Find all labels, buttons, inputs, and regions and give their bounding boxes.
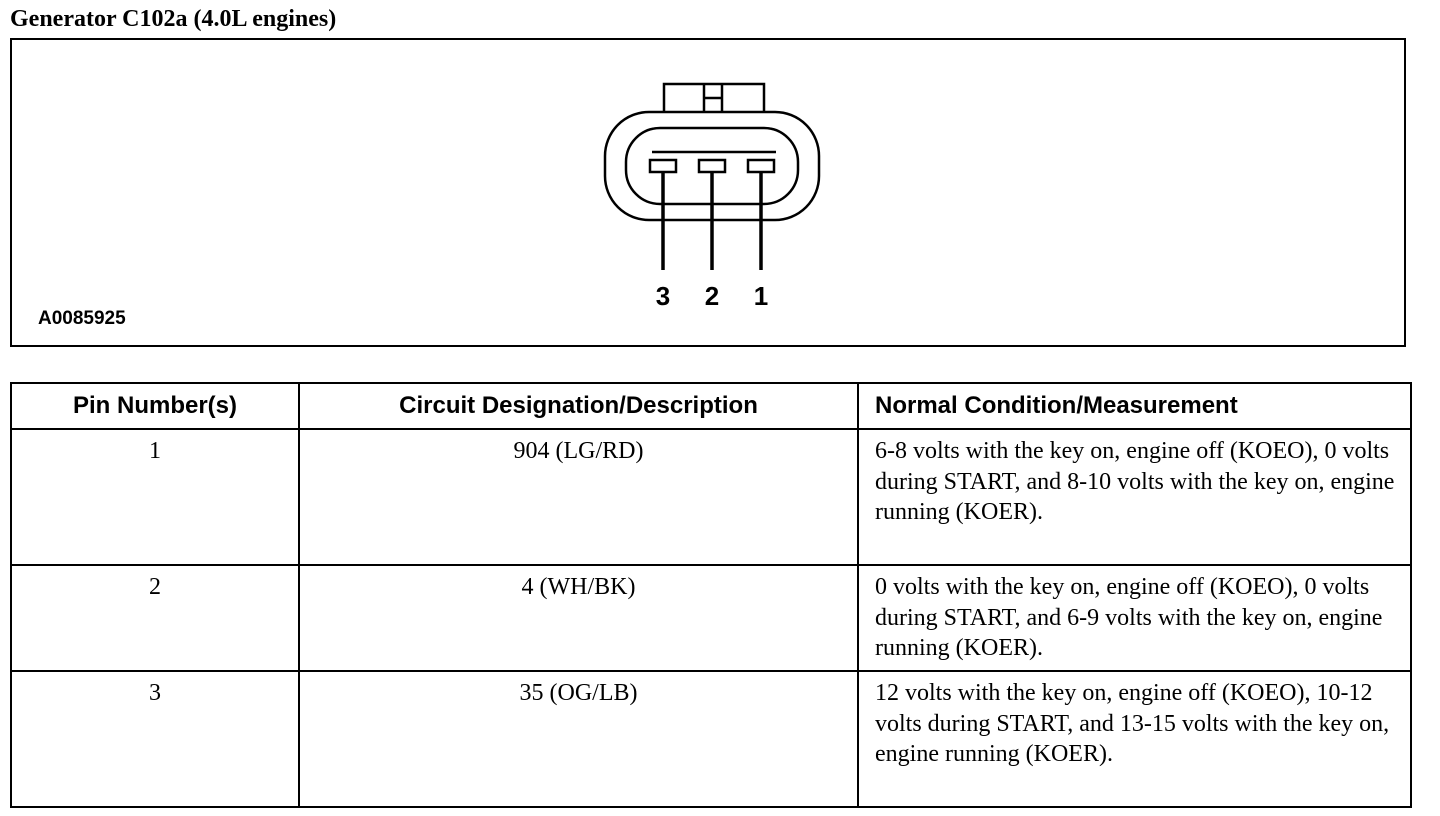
table-header-row xyxy=(11,383,1411,429)
table-row xyxy=(11,429,1411,565)
header-circuit: Circuit Designation/Description xyxy=(299,383,858,429)
condition-cell: 6-8 volts with the key on, engine off (KOEO), 0 volts during START, and 8-10 volts with the key on, engine running (KOER). xyxy=(858,429,1411,565)
pin-label-1: 1 xyxy=(753,281,769,311)
table-row xyxy=(11,565,1411,671)
table-row xyxy=(11,671,1411,807)
condition-cell: 12 volts with the key on, engine off (KOEO), 10-12 volts during START, and 13-15 volts with the key on, engine running (KOER). xyxy=(858,671,1411,807)
condition-cell: 0 volts with the key on, engine off (KOEO), 0 volts during START, and 6-9 volts with the key on, engine running (KOER). xyxy=(858,565,1411,671)
page-title: Generator C102a (4.0L engines) xyxy=(10,6,337,32)
pin-table xyxy=(10,382,1412,808)
circuit-cell: 35 (OG/LB) xyxy=(299,671,858,807)
pin-number-cell: 1 xyxy=(11,429,299,565)
connector-diagram xyxy=(0,0,1440,360)
pin-label-3: 3 xyxy=(655,281,671,311)
header-pin-number: Pin Number(s) xyxy=(11,383,299,429)
figure-id: A0085925 xyxy=(38,308,126,329)
circuit-cell: 4 (WH/BK) xyxy=(299,565,858,671)
circuit-cell: 904 (LG/RD) xyxy=(299,429,858,565)
pin-number-cell: 2 xyxy=(11,565,299,671)
pin-number-cell: 3 xyxy=(11,671,299,807)
header-condition: Normal Condition/Measurement xyxy=(858,383,1411,429)
pin-label-2: 2 xyxy=(704,281,720,311)
